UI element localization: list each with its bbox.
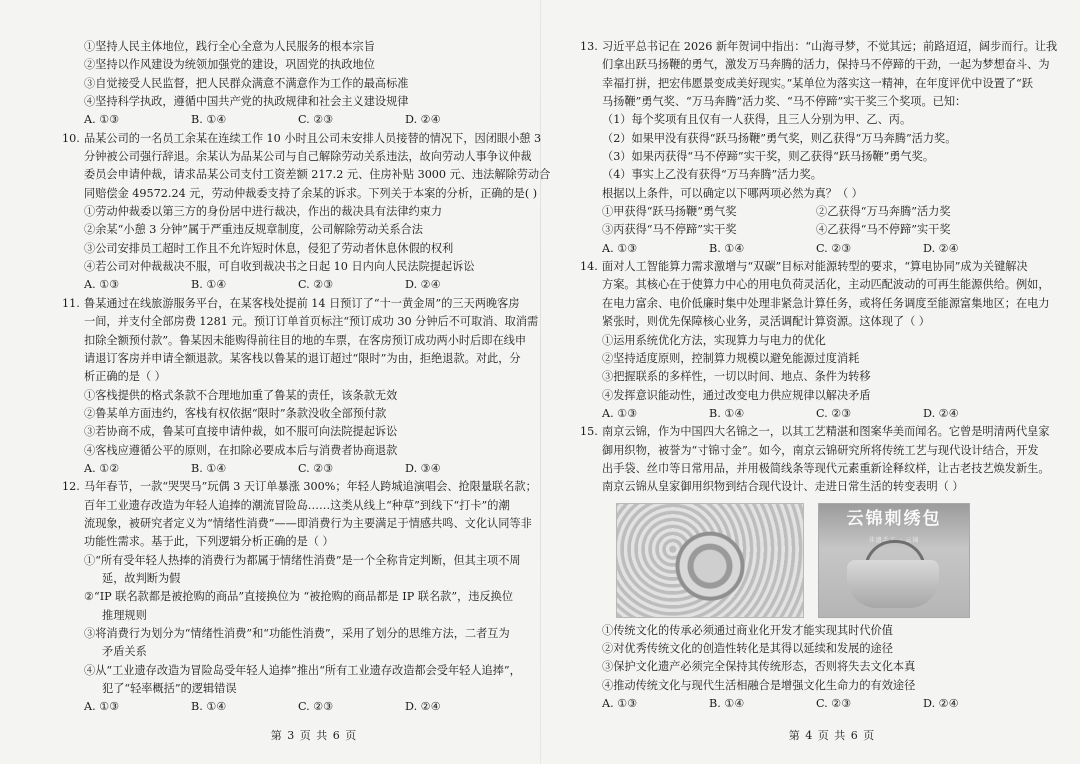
choice-a: A. ①③ <box>602 241 638 255</box>
choice-d: D. ②④ <box>405 700 441 714</box>
q12-option: ②“IP 联名款都是被抢购的商品”直接换位为 “被抢购的商品都是 IP 联名款”，违反换位 <box>84 590 514 604</box>
q14-option: ③把握联系的多样性，一切以时间、地点、条件为转移 <box>602 370 871 384</box>
choice-c: C. ②③ <box>816 406 852 420</box>
brocade-pattern-image <box>616 503 804 618</box>
page-4-column <box>580 38 1062 713</box>
q12-choices <box>84 698 544 716</box>
q15-choices <box>602 695 1062 713</box>
choice-a: A. ①③ <box>602 406 638 420</box>
question-number: 10. <box>62 131 80 145</box>
question-13 <box>580 38 1062 203</box>
q12-option: ③将消费行为划分为“情绪性消费”和“功能性消费”，采用了划分的思维方法，二者互为 <box>84 627 510 640</box>
q9-option: ③自觉接受人民监督，把人民群众满意不满意作为工作的最高标准 <box>84 76 409 90</box>
q14-stem-line: 紧张时，则优先保障核心业务，灵活调配计算资源。这体现了（ ） <box>602 315 930 329</box>
q10-choices <box>84 276 544 294</box>
q12-option: ④从“工业遗存改造为冒险岛受年轻人追捧”推出“所有工业遗存改造都会受年轻人追捧”， <box>84 663 521 677</box>
q13-stem-line: 们拿出跃马扬鞭的勇气，激发万马奔腾的活力，保持马不停蹄的干劲，一起为梦想奋斗、为 <box>602 58 1050 72</box>
q14-option: ④发挥意识能动性，通过改变电力供应规律以解决矛盾 <box>602 388 871 402</box>
choice-c: C. ②③ <box>298 700 334 714</box>
choice-c: C. ②③ <box>298 278 334 292</box>
q15-option: ④推动传统文化与现代生活相融合是增强文化生命力的有效途径 <box>602 678 916 692</box>
choice-a: A. ①③ <box>84 278 120 292</box>
choice-c: C. ②③ <box>816 696 852 710</box>
q14-stem-line: 在电力富余、电价低廉时集中处理非紧急计算任务，或将任务调度至能源富集地区；在电力 <box>602 296 1050 310</box>
question-11 <box>62 295 544 387</box>
q13-option: ③丙获得“马不停蹄”实干奖 <box>602 223 737 237</box>
q13-choices <box>602 240 1062 258</box>
q13-stem-line: 幸福打拼，把宏伟愿景变成美好现实。”某单位为落实这一精神，在年度评优中设置了“跃 <box>602 76 1033 90</box>
choice-b: B. ①④ <box>709 696 745 710</box>
brocade-bag-image <box>818 503 970 618</box>
q13-options-row <box>602 203 1062 221</box>
q13-options-row <box>602 221 1062 239</box>
q12-option-cont: 延，故判断为假 <box>102 571 181 585</box>
choice-a: A. ①③ <box>84 700 120 714</box>
q10-stem-line: 品某公司的一名员工余某在连续工作 10 小时且公司未安排人员接替的情况下，因闭眼小憩 3 <box>84 131 542 145</box>
q12-stem-line: 功能性需求。基于此，下列逻辑分析正确的是（ ） <box>84 535 334 549</box>
q13-stem-line: （1）每个奖项有且仅有一人获得，且三人分别为甲、乙、丙。 <box>602 113 912 127</box>
question-number: 15. <box>580 425 598 439</box>
choice-b: B. ①④ <box>191 700 227 714</box>
q13-stem-line: （2）如果甲没有获得“跃马扬鞭”勇气奖，则乙获得“万马奔腾”活力奖。 <box>602 131 957 145</box>
q12-option: ①“所有受年轻人热捧的消费行为都属于情绪性消费”是一个全称肯定判断，但其主项不周 <box>84 553 521 567</box>
q10-option: ④若公司对仲裁裁决不服，可自收到裁决书之日起 10 日内向人民法院提起诉讼 <box>84 260 475 274</box>
choice-d: D. ②④ <box>923 241 959 255</box>
bag-body <box>847 560 939 608</box>
q11-choices <box>84 460 544 478</box>
page-footer-right: 第 4 页 共 6 页 <box>788 729 876 742</box>
q13-stem-line: （3）如果丙获得“马不停蹄”实干奖，则乙获得“跃马扬鞭”勇气奖。 <box>602 150 935 164</box>
question-14 <box>580 258 1062 331</box>
q13-stem-line: 根据以上条件，可以确定以下哪两项必然为真？（ ） <box>602 186 863 200</box>
choice-a: A. ①② <box>84 461 120 475</box>
question-number: 11. <box>62 296 80 310</box>
q13-stem-line: 习近平总书记在 2026 新年贺词中指出：“山海寻梦，不觉其远；前路迢迢，阔步而行。让我 <box>602 40 1058 53</box>
choice-a: A. ①③ <box>84 113 120 127</box>
q12-option-cont: 推理规则 <box>102 608 147 622</box>
q12-stem-line: 百年工业遗存改造为年轻人追捧的潮流冒险岛……这类从线上“种草”到线下“打卡”的潮 <box>84 498 510 512</box>
choice-b: B. ①④ <box>709 241 745 255</box>
q10-stem-line: 委员会申请仲裁，请求品某公司支付工资差额 217.2 元、住房补贴 3000 元、违法解除劳动合 <box>84 168 551 182</box>
choice-a: A. ①③ <box>602 696 638 710</box>
choice-c: C. ②③ <box>816 241 852 255</box>
choice-d: D. ②④ <box>405 278 441 292</box>
choice-d: D. ②④ <box>923 696 959 710</box>
q12-option-cont: 矛盾关系 <box>102 645 147 659</box>
q11-option: ①客栈提供的格式条款不合理地加重了鲁某的责任，该条款无效 <box>84 388 398 402</box>
q14-stem-line: 方案。其核心在于使算力中心的用电负荷灵活化，主动匹配波动的可再生能源供给。例如， <box>602 278 1050 292</box>
q13-stem-line: 马扬鞭”勇气奖、“万马奔腾”活力奖、“马不停蹄”实干奖三个奖项。已知： <box>602 95 967 109</box>
q13-option: ②乙获得“万马奔腾”活力奖 <box>816 205 951 219</box>
question-10 <box>62 130 551 203</box>
q11-stem-line: 扣除全额预付款”。鲁某因未能购得前往目的地的车票，在客房预订成功两小时后即在线申 <box>84 333 527 347</box>
q9-choices <box>84 111 544 129</box>
q15-option: ②对优秀传统文化的创造性转化是其得以延续和发展的途径 <box>602 641 893 655</box>
choice-d: D. ②④ <box>923 406 959 420</box>
q10-option: ③公司安排员工超时工作且不允许短时休息，侵犯了劳动者休息休假的权利 <box>84 241 454 255</box>
choice-b: B. ①④ <box>191 278 227 292</box>
question-15 <box>580 423 1062 496</box>
q10-stem-line: 分钟被公司强行辞退。余某认为品某公司与自己解除劳动关系违法，故向劳动人事争议仲裁 <box>84 150 532 164</box>
q15-option: ③保护文化遗产必须完全保持其传统形态，否则将失去文化本真 <box>602 660 916 674</box>
q12-option-cont: 犯了“轻率概括”的逻辑错误 <box>102 682 237 696</box>
q11-stem-line: 析正确的是（ ） <box>84 370 166 384</box>
choice-c: C. ②③ <box>298 113 334 127</box>
choice-c: C. ②③ <box>298 461 334 475</box>
q15-images <box>616 503 1062 616</box>
q9-option: ①坚持人民主体地位，践行全心全意为人民服务的根本宗旨 <box>84 40 375 53</box>
question-12 <box>62 478 544 551</box>
q12-stem-line: 马年春节，一款“哭哭马”玩偶 3 天订单暴涨 300%；年轻人跨城追演唱会、抢限量联名款； <box>84 480 537 494</box>
question-number: 14. <box>580 260 598 274</box>
q10-option: ②余某“小憩 3 分钟”属于严重违反规章制度，公司解除劳动关系合法 <box>84 223 423 237</box>
q11-stem-line: 一间，并支付全部房费 1281 元。预订订单首页标注“预订成功 30 分钟后不可取消、取消需 <box>84 315 539 329</box>
q10-stem-line: 同赔偿金 49572.24 元，劳动仲裁委支持了余某的诉求。下列关于本案的分析，正确的是( ) <box>84 186 538 200</box>
q9-option: ②坚持以作风建设为统领加强党的建设，巩固党的执政地位 <box>84 58 375 72</box>
q13-option: ④乙获得“马不停蹄”实干奖 <box>816 223 951 237</box>
image-subcaption: 非遗手工 · 云锦 <box>868 536 920 544</box>
page-3-column <box>62 38 551 717</box>
q11-stem-line: 鲁某通过在线旅游服务平台，在某客栈处提前 14 日预订了“十一黄金周”的三天两晚客房 <box>84 296 520 310</box>
q10-option: ①劳动仲裁委以第三方的身份居中进行裁决，作出的裁决具有法律约束力 <box>84 205 443 219</box>
q11-option: ④客栈应遵循公平的原则，在扣除必要成本后与消费者协商退款 <box>84 443 398 457</box>
q14-choices <box>602 405 1062 423</box>
q11-option: ②鲁某单方面违约，客栈有权依据“限时”条款没收全部预付款 <box>84 406 387 420</box>
q15-stem-line: 南京云锦，作为中国四大名锦之一，以其工艺精湛和图案华美而闻名。它曾是明清两代皇家 <box>602 425 1050 439</box>
image-caption: 云锦刺绣包 <box>846 508 942 529</box>
q14-option: ①运用系统优化方法，实现算力与电力的优化 <box>602 333 826 347</box>
page-footer-left: 第 3 页 共 6 页 <box>270 729 358 742</box>
q12-stem-line: 流现象，被研究者定义为“情绪性消费”——即消费行为主要满足于情感共鸣、文化认同等非 <box>84 516 532 530</box>
choice-b: B. ①④ <box>191 113 227 127</box>
q15-stem-line: 南京云锦从皇家御用织物到结合现代设计、走进日常生活的转变表明（ ） <box>602 480 964 494</box>
question-number: 13. <box>580 40 598 53</box>
choice-b: B. ①④ <box>191 461 227 475</box>
q11-stem-line: 请退订客房并申请全额退款。某客栈以鲁某的退订超过“限时”为由，拒绝退款。对此，分 <box>84 351 521 365</box>
q14-stem-line: 面对人工智能算力需求激增与“双碳”目标对能源转型的要求，“算电协同”成为关键解决 <box>602 260 1028 274</box>
q15-option: ①传统文化的传承必须通过商业化开发才能实现其时代价值 <box>602 623 893 637</box>
q14-option: ②坚持适度原则，控制算力规模以避免能源过度消耗 <box>602 351 860 365</box>
q15-stem-line: 御用织物，被誉为“寸锦寸金”。如今，南京云锦研究所将传统工艺与现代设计结合，开发 <box>602 443 1039 457</box>
q9-option: ④坚持科学执政，遵循中国共产党的执政规律和社会主义建设规律 <box>84 95 409 109</box>
choice-d: D. ②④ <box>405 113 441 127</box>
q13-stem-line: （4）事实上乙没有获得“万马奔腾”活力奖。 <box>602 168 822 182</box>
q11-option: ③若协商不成，鲁某可直接申请仲裁，如不服可向法院提起诉讼 <box>84 425 398 439</box>
choice-b: B. ①④ <box>709 406 745 420</box>
q13-option: ①甲获得“跃马扬鞭”勇气奖 <box>602 205 737 219</box>
question-number: 12. <box>62 480 80 494</box>
q15-stem-line: 出手袋、丝巾等日常用品，并用极简线条等现代元素重新诠释纹样，让古老技艺焕发新生。 <box>602 461 1050 475</box>
choice-d: D. ③④ <box>405 461 441 475</box>
